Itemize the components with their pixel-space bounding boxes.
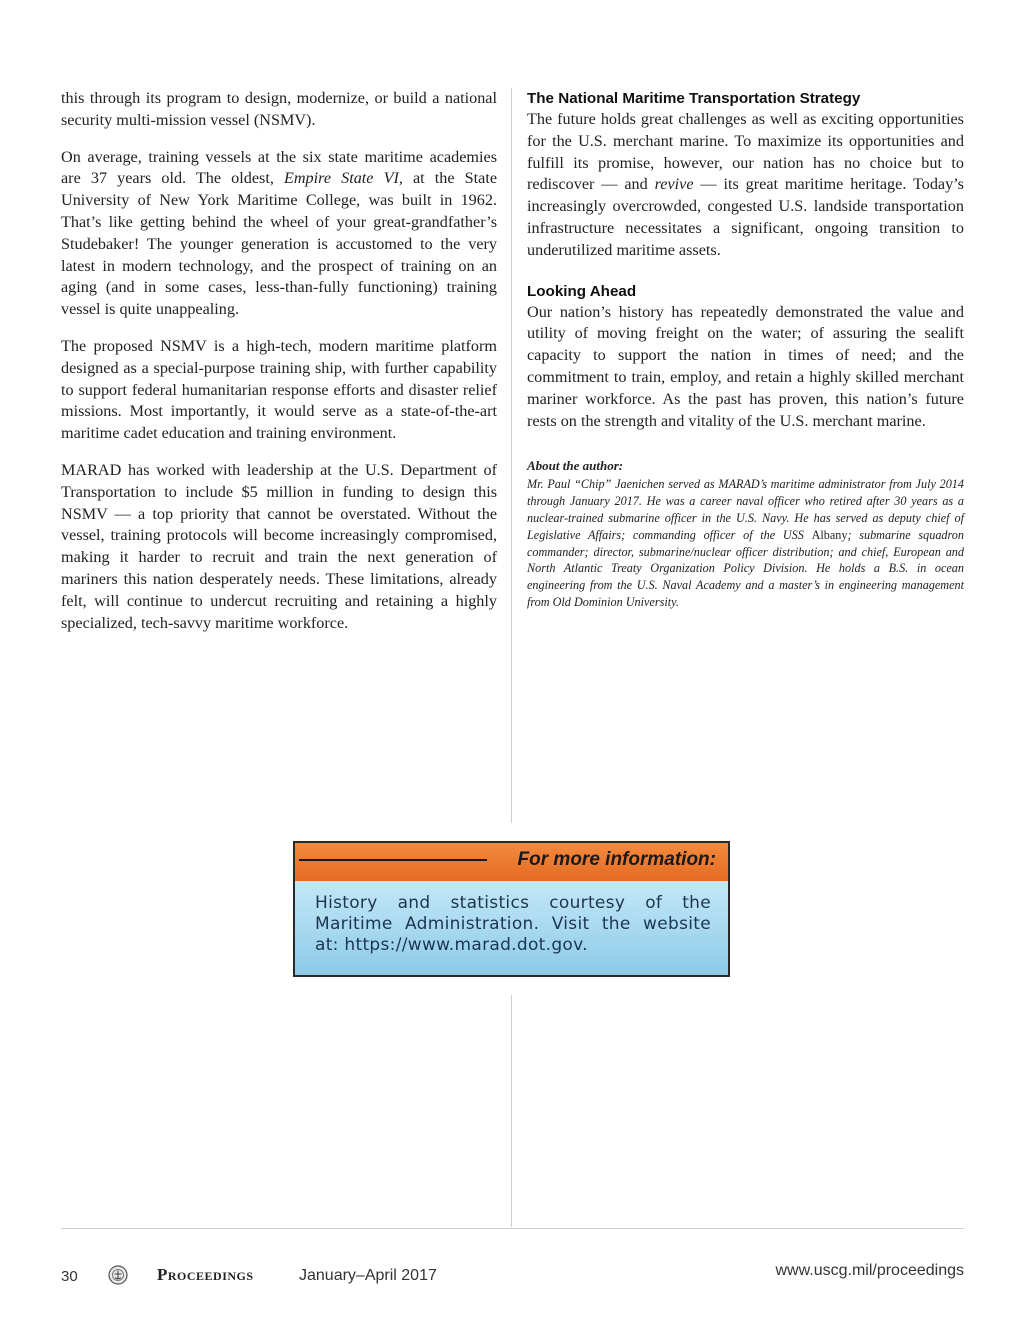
column-divider (511, 995, 512, 1227)
column-divider (511, 88, 512, 823)
footer-rule (61, 1228, 964, 1229)
info-text[interactable]: History and statistics courtesy of the Maritime Administration. Visit the website at: https://www.marad.dot.gov. (315, 893, 711, 955)
paragraph: The future holds great challenges as well as exciting opportunities for the U.S. merchant marine. To maximize its opportunities and fulfill its promise, however, our nation has no choice but to rediscover — and revive — its great maritime heritage. Today’s increasingly overcrowded, congested U.S. landside transportation infrastructure necessitates a significant, ongoing transition to underutilized maritime assets. (527, 110, 964, 259)
paragraph: The proposed NSMV is a high-tech, modern maritime platform designed as a special-purpose training ship, with further capability to support federal humanitarian response efforts and disaster relief missions. Most importantly, it would serve as a state-of-the-art maritime cadet education and training environment. (61, 336, 497, 443)
page-number: 30 (61, 1268, 78, 1285)
paragraph: On average, training vessels at the six state maritime academies are 37 years old. The oldest, Empire State VI, at the State University of New York Maritime College, was built in 1962. That’s like getting behind the wheel of your great-grandfather’s Studebaker! The younger generation is accustomed to the very latest in modern technology, and the prospect of training on an aging (and in some cases, less-than-fully functioning) training vessel is quite unappealing. (61, 147, 498, 319)
issue-date: January–April 2017 (299, 1267, 437, 1284)
info-title: For more information: (517, 849, 716, 870)
ship-name: Albany (811, 527, 848, 542)
paragraph: MARAD has worked with leadership at the U.S. Department of Transportation to include $5 million in funding to design this NSMV — a top priority that cannot be overstated. Without the vessel, training protocols will become increasingly compromised, making it harder to recruit and train the next generation of mariners this nation desperately needs. These limitations, already felt, will continue to undercut recruiting and retaining a highly specialized, tech-savvy maritime workforce. (61, 460, 497, 632)
info-banner (295, 843, 728, 881)
section-heading: Looking Ahead (527, 282, 637, 300)
info-box (293, 841, 730, 977)
emphasis: revive (654, 175, 694, 194)
author-bio: Mr. Paul “Chip” Jaenichen served as MARAD’s maritime administrator from July 2014 through January 2017. He was a career naval officer who retired after 30 years as a nuclear-trained submarine officer in the U.S. Navy. He has served as deputy chief of Legislative Affairs; commanding officer of the USS Albany; submarine squadron commander; director, submarine/nuclear officer distribution; and chief, European and North Atlantic Treaty Organization Policy Division. He holds a B.S. in ocean engineering from the U.S. Naval Academy and a master’s in engineering management from Old Dominion University. (527, 477, 964, 609)
right-column (527, 88, 964, 611)
paragraph: Our nation’s history has repeatedly demonstrated the value and utility of moving freight on the water; of assuring the sealift capacity to support the nation in times of need; and the commitment to train, employ, and retain a highly skilled merchant mariner workforce. As the past has proven, this nation’s future rests on the strength and vitality of the U.S. merchant marine. (527, 302, 964, 430)
author-heading: About the author: (527, 458, 624, 474)
paragraph: this through its program to design, modernize, or build a national security multi-mission vessel (NSMV). (61, 89, 497, 129)
website-link[interactable]: www.uscg.mil/proceedings (775, 1262, 964, 1279)
section-heading: The National Maritime Transportation Strategy (527, 90, 861, 107)
publication-name: Proceedings (157, 1265, 254, 1284)
ship-name: Empire State VI, (283, 169, 403, 188)
left-column (61, 88, 497, 649)
banner-rule (299, 859, 487, 861)
coast-guard-seal-icon (108, 1265, 128, 1285)
